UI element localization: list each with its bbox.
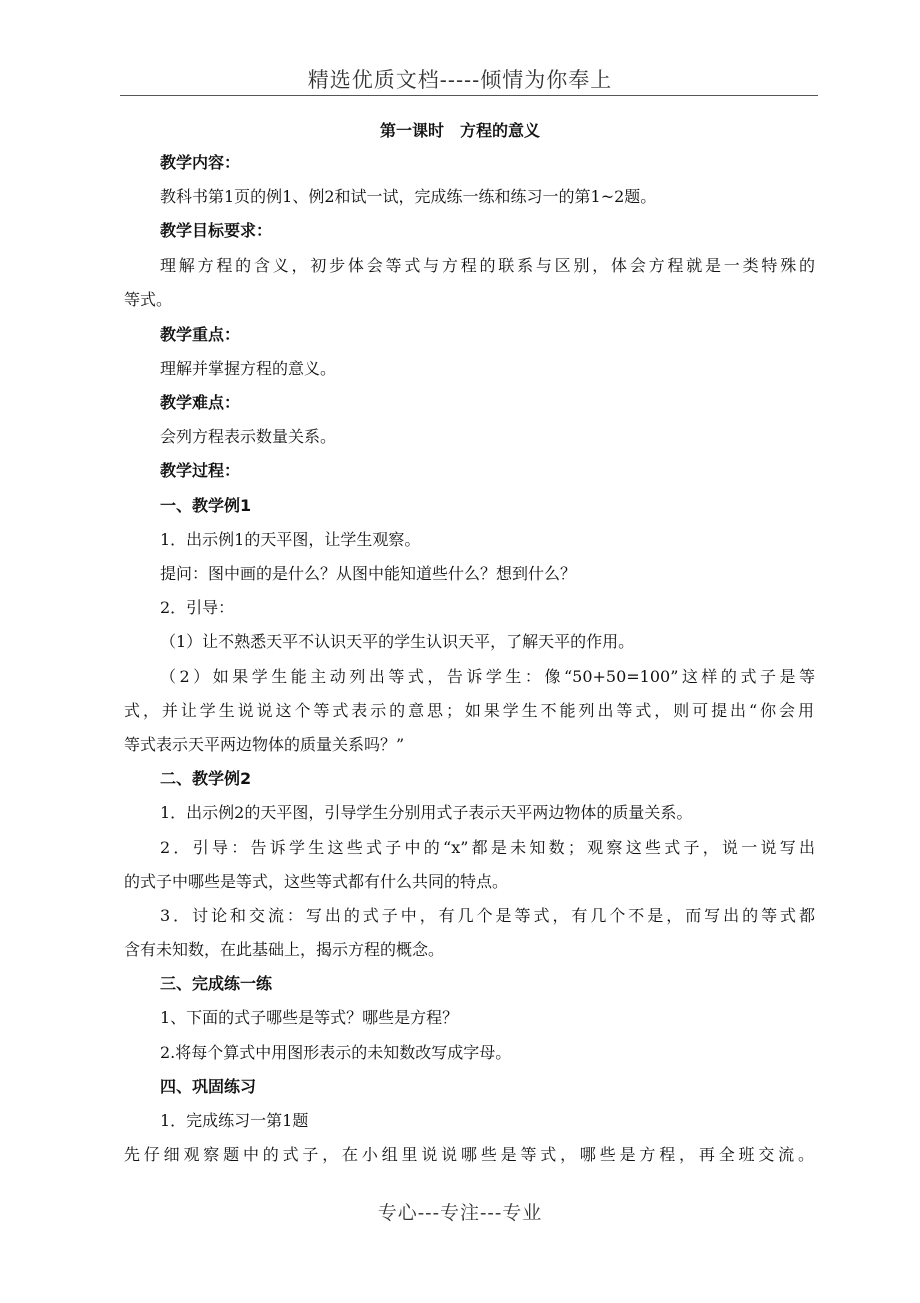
page-header: 精选优质文档-----倾情为你奉上 bbox=[307, 68, 613, 92]
section-heading-consolidation: 四、巩固练习 bbox=[160, 1077, 257, 1096]
paragraph-line: 等式表示天平两边物体的质量关系吗？” bbox=[124, 735, 405, 754]
list-item: 1、下面的式子哪些是等式？哪些是方程？ bbox=[160, 1008, 459, 1027]
list-item: 2．引导： bbox=[160, 598, 235, 617]
paragraph-line: 先仔细观察题中的式子，在小组里说说哪些是等式，哪些是方程，再全班交流。 bbox=[124, 1145, 814, 1164]
list-item: 1．出示例2的天平图，引导学生分别用式子表示天平两边物体的质量关系。 bbox=[160, 803, 693, 822]
section-heading-difficulties: 教学难点： bbox=[160, 393, 241, 412]
section-heading-practice: 三、完成练一练 bbox=[160, 974, 273, 993]
paragraph-line: 式，并让学生说说这个等式表示的意思；如果学生不能列出等式，则可提出“你会用 bbox=[124, 701, 814, 720]
paragraph-difficulties: 会列方程表示数量关系。 bbox=[160, 427, 337, 446]
section-heading-example-1: 一、教学例1 bbox=[160, 496, 252, 515]
paragraph-key-points: 理解并掌握方程的意义。 bbox=[160, 359, 337, 378]
section-heading-key-points: 教学重点： bbox=[160, 325, 241, 344]
list-item: 提问：图中画的是什么？从图中能知道些什么？想到什么？ bbox=[160, 564, 577, 583]
paragraph-line: 的式子中哪些是等式，这些等式都有什么共同的特点。 bbox=[124, 872, 509, 891]
paragraph-line: 含有未知数，在此基础上，揭示方程的概念。 bbox=[124, 940, 445, 959]
section-heading-objectives: 教学目标要求： bbox=[160, 221, 273, 240]
section-heading-content: 教学内容： bbox=[160, 153, 241, 172]
list-item: 1．出示例1的天平图，让学生观察。 bbox=[160, 530, 421, 549]
section-heading-process: 教学过程： bbox=[160, 461, 241, 480]
paragraph-objectives-line2: 等式。 bbox=[124, 290, 173, 309]
header-divider bbox=[120, 95, 818, 96]
list-item: （1）让不熟悉天平不认识天平的学生认识天平，了解天平的作用。 bbox=[160, 632, 635, 651]
paragraph-objectives-line1: 理解方程的含义，初步体会等式与方程的联系与区别，体会方程就是一类特殊的 bbox=[160, 256, 815, 275]
list-item: 2.将每个算式中用图形表示的未知数改写成字母。 bbox=[160, 1043, 512, 1062]
paragraph-line: 3．讨论和交流：写出的式子中，有几个是等式，有几个不是，而写出的等式都 bbox=[160, 906, 815, 925]
section-heading-example-2: 二、教学例2 bbox=[160, 769, 252, 788]
paragraph-content: 教科书第1页的例1、例2和试一试，完成练一练和练习一的第1~2题。 bbox=[160, 187, 657, 206]
paragraph-line: 2．引导：告诉学生这些式子中的“x”都是未知数；观察这些式子，说一说写出 bbox=[160, 838, 815, 857]
paragraph-line: （2）如果学生能主动列出等式，告诉学生：像“50+50=100”这样的式子是等 bbox=[160, 667, 815, 686]
lesson-title: 第一课时 方程的意义 bbox=[379, 121, 540, 140]
list-item: 1．完成练习一第1题 bbox=[160, 1111, 309, 1130]
page-footer: 专心---专注---专业 bbox=[377, 1202, 543, 1224]
